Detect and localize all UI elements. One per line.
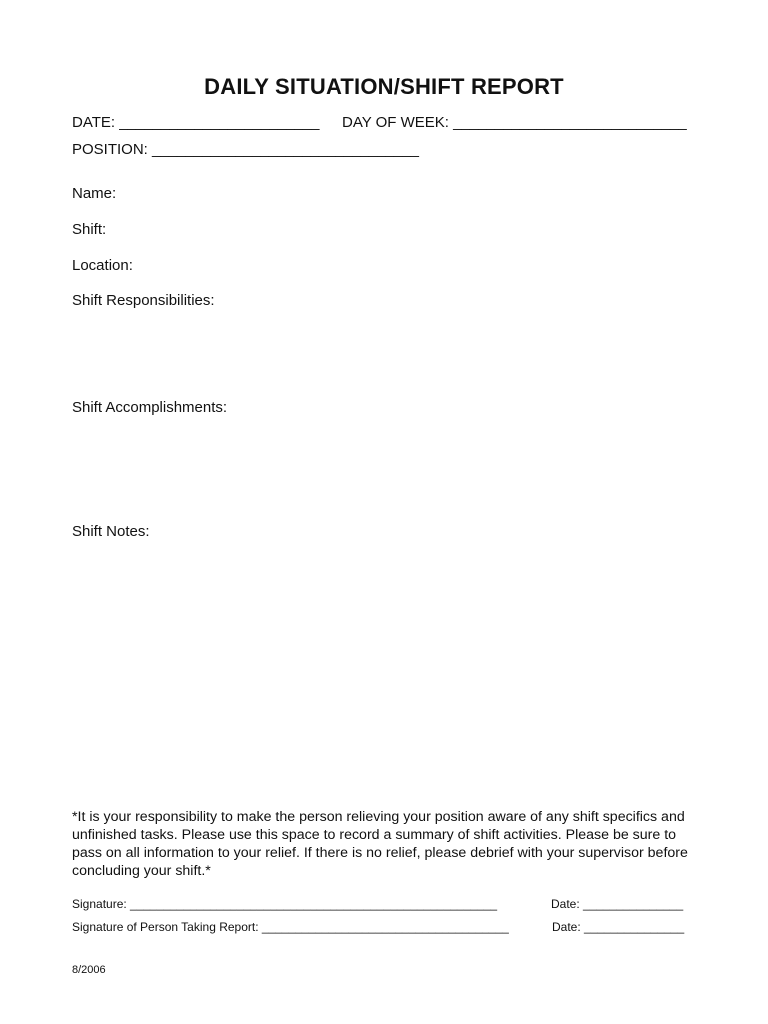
taking-report-date-line: Date: _______________: [552, 920, 685, 934]
position-field: POSITION: ________________________________: [72, 141, 419, 158]
shift-notes-label: Shift Notes:: [72, 523, 150, 540]
signature-line: Signature: _______________________________________________________: [72, 897, 498, 911]
day-of-week-field: DAY OF WEEK: ____________________________: [342, 114, 687, 131]
date-field: DATE: ________________________: [72, 114, 320, 131]
taking-report-signature-line: Signature of Person Taking Report: _____________________________________: [72, 920, 509, 934]
location-label: Location:: [72, 257, 133, 274]
name-label: Name:: [72, 185, 117, 202]
instructions-paragraph: *It is your responsibility to make the person relieving your position aware of any shift specifics and unfinished tasks. Please use this space to record a summary of shift activities. Please be sure to pass on all information to your relief. If there is no relief, please debrief with your supervisor before concluding your shift.*: [72, 809, 688, 879]
shift-label: Shift:: [72, 221, 107, 238]
revision-date: 8/2006: [72, 964, 106, 976]
shift-responsibilities-label: Shift Responsibilities:: [72, 292, 215, 309]
shift-accomplishments-label: Shift Accomplishments:: [72, 399, 228, 416]
signature-date-line: Date: _______________: [551, 897, 684, 911]
page-title: DAILY SITUATION/SHIFT REPORT: [204, 74, 564, 99]
